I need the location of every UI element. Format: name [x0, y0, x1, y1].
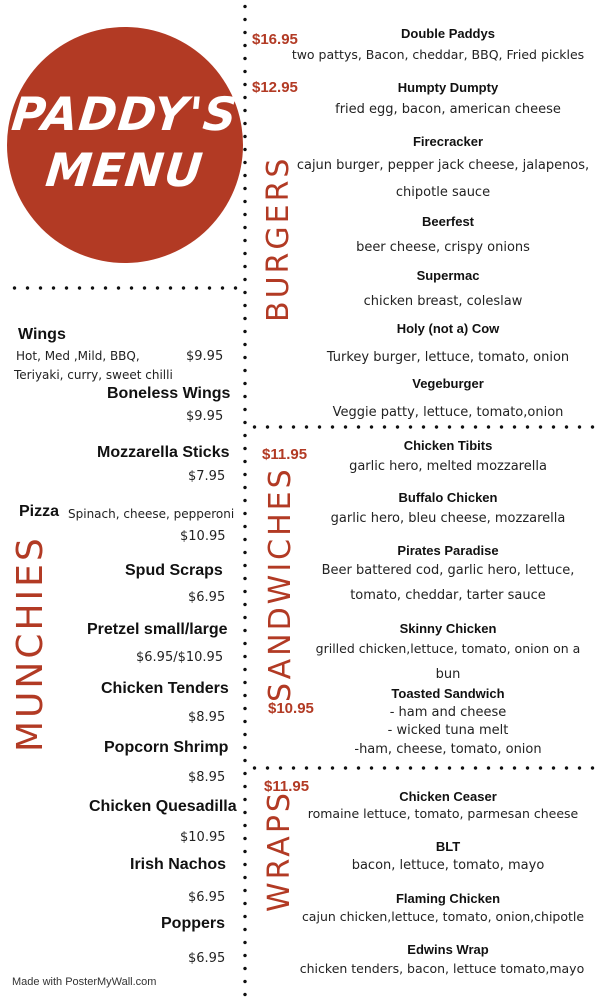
footer-credit[interactable]: Made with PosterMyWall.com [12, 976, 157, 988]
item-chicken-tibits-desc: garlic hero, melted mozzarella [349, 459, 547, 474]
left-divider [8, 286, 244, 290]
item-chicken-tibits: Chicken Tibits [403, 438, 493, 453]
item-double-paddys: Double Paddys [401, 26, 495, 41]
item-beerfest: Beerfest [421, 214, 475, 229]
wraps-price-1: $11.95 [264, 778, 310, 795]
item-mozzarella-sticks-price: $7.95 [188, 469, 226, 484]
item-chicken-ceaser-desc: romaine lettuce, tomato, parmesan cheese [307, 806, 579, 821]
item-holy-cow: Holy (not a) Cow [396, 321, 500, 336]
item-pretzel-price: $6.95/$10.95 [136, 650, 224, 665]
item-poppers-price: $6.95 [188, 951, 226, 966]
item-wings-desc-2: Teriyaki, curry, sweet chilli [14, 368, 173, 382]
burgers-price-2: $12.95 [252, 79, 298, 96]
burgers-price-1: $16.95 [252, 31, 298, 48]
item-wings-price: $9.95 [186, 349, 224, 364]
section-title-munchies: MUNCHIES [10, 535, 51, 752]
item-blt: BLT [435, 839, 461, 854]
section-title-sandwiches: SANDWICHES [263, 466, 298, 702]
logo-line-1: PADDY'S [9, 87, 241, 141]
item-flaming-chicken: Flaming Chicken [395, 891, 501, 906]
sandwiches-divider [248, 425, 596, 429]
item-toasted-sandwich-desc: - ham and cheese [389, 705, 507, 720]
item-skinny-chicken-desc: grilled chicken,lettuce, tomato, onion on a [315, 641, 581, 656]
item-double-paddys-desc: two pattys, Bacon, cheddar, BBQ, Fried pickles [291, 47, 585, 62]
item-boneless-wings: Boneless Wings [107, 385, 231, 402]
item-skinny-chicken: Skinny Chicken [399, 621, 497, 636]
item-spud-scraps: Spud Scraps [125, 562, 223, 579]
item-popcorn-shrimp-price: $8.95 [188, 770, 226, 785]
item-boneless-wings-price: $9.95 [186, 409, 224, 424]
item-flaming-chicken-desc: cajun chicken,lettuce, tomato, onion,chipotle [301, 909, 585, 924]
item-pirates-paradise-desc: Beer battered cod, garlic hero, lettuce, [321, 563, 575, 578]
item-edwins-wrap-desc: chicken tenders, bacon, lettuce tomato,mayo [299, 961, 585, 976]
item-buffalo-chicken-desc: garlic hero, bleu cheese, mozzarella [330, 511, 566, 526]
item-toasted-sandwich-desc-2: - wicked tuna melt [387, 723, 509, 738]
item-firecracker: Firecracker [412, 134, 484, 149]
item-firecracker-desc: cajun burger, pepper jack cheese, jalapenos, [296, 158, 590, 173]
item-supermac: Supermac [416, 268, 480, 283]
item-pizza-price: $10.95 [180, 529, 226, 544]
item-chicken-tenders: Chicken Tenders [101, 680, 229, 697]
sandwiches-price-2: $10.95 [268, 700, 314, 717]
item-mozzarella-sticks: Mozzarella Sticks [97, 444, 230, 461]
item-edwins-wrap: Edwins Wrap [407, 942, 489, 957]
item-pizza-desc: Spinach, cheese, pepperoni [68, 507, 235, 521]
item-pirates-paradise-desc-2: tomato, cheddar, tarter sauce [350, 588, 546, 603]
item-poppers: Poppers [161, 915, 226, 932]
item-buffalo-chicken: Buffalo Chicken [398, 490, 498, 505]
item-chicken-quesadilla: Chicken Quesadilla [89, 798, 237, 815]
item-pizza: Pizza [19, 503, 60, 520]
item-popcorn-shrimp: Popcorn Shrimp [104, 739, 229, 756]
item-wings-desc: Hot, Med ,Mild, BBQ, [16, 349, 140, 363]
item-toasted-sandwich-desc-3: -ham, cheese, tomato, onion [354, 742, 542, 757]
vertical-divider [243, 0, 247, 1000]
item-pirates-paradise: Pirates Paradise [397, 543, 499, 558]
item-irish-nachos: Irish Nachos [130, 856, 227, 873]
section-title-burgers: BURGERS [261, 155, 296, 322]
item-holy-cow-desc: Turkey burger, lettuce, tomato, onion [326, 350, 570, 365]
item-supermac-desc: chicken breast, coleslaw [363, 294, 523, 309]
item-humpty-dumpty-desc: fried egg, bacon, american cheese [335, 102, 561, 117]
item-humpty-dumpty: Humpty Dumpty [397, 80, 499, 95]
item-spud-scraps-price: $6.95 [188, 590, 226, 605]
item-firecracker-desc-2: chipotle sauce [395, 185, 491, 200]
item-blt-desc: bacon, lettuce, tomato, mayo [351, 858, 545, 873]
item-vegeburger-desc: Veggie patty, lettuce, tomato,onion [332, 405, 564, 420]
item-chicken-quesadilla-price: $10.95 [180, 830, 226, 845]
section-title-wraps: WRAPS [262, 790, 297, 912]
logo-circle [7, 27, 243, 263]
item-pretzel: Pretzel small/large [87, 621, 228, 638]
item-skinny-chicken-desc-2: bun [435, 667, 461, 682]
wraps-divider [248, 766, 596, 770]
item-wings: Wings [18, 326, 66, 343]
item-irish-nachos-price: $6.95 [188, 890, 226, 905]
item-chicken-tenders-price: $8.95 [188, 710, 226, 725]
item-chicken-ceaser: Chicken Ceaser [399, 789, 497, 804]
item-toasted-sandwich: Toasted Sandwich [391, 686, 505, 701]
logo-line-2: MENU [43, 143, 207, 197]
sandwiches-price-1: $11.95 [262, 446, 308, 463]
item-vegeburger: Vegeburger [412, 376, 484, 391]
item-beerfest-desc: beer cheese, crispy onions [356, 240, 530, 255]
